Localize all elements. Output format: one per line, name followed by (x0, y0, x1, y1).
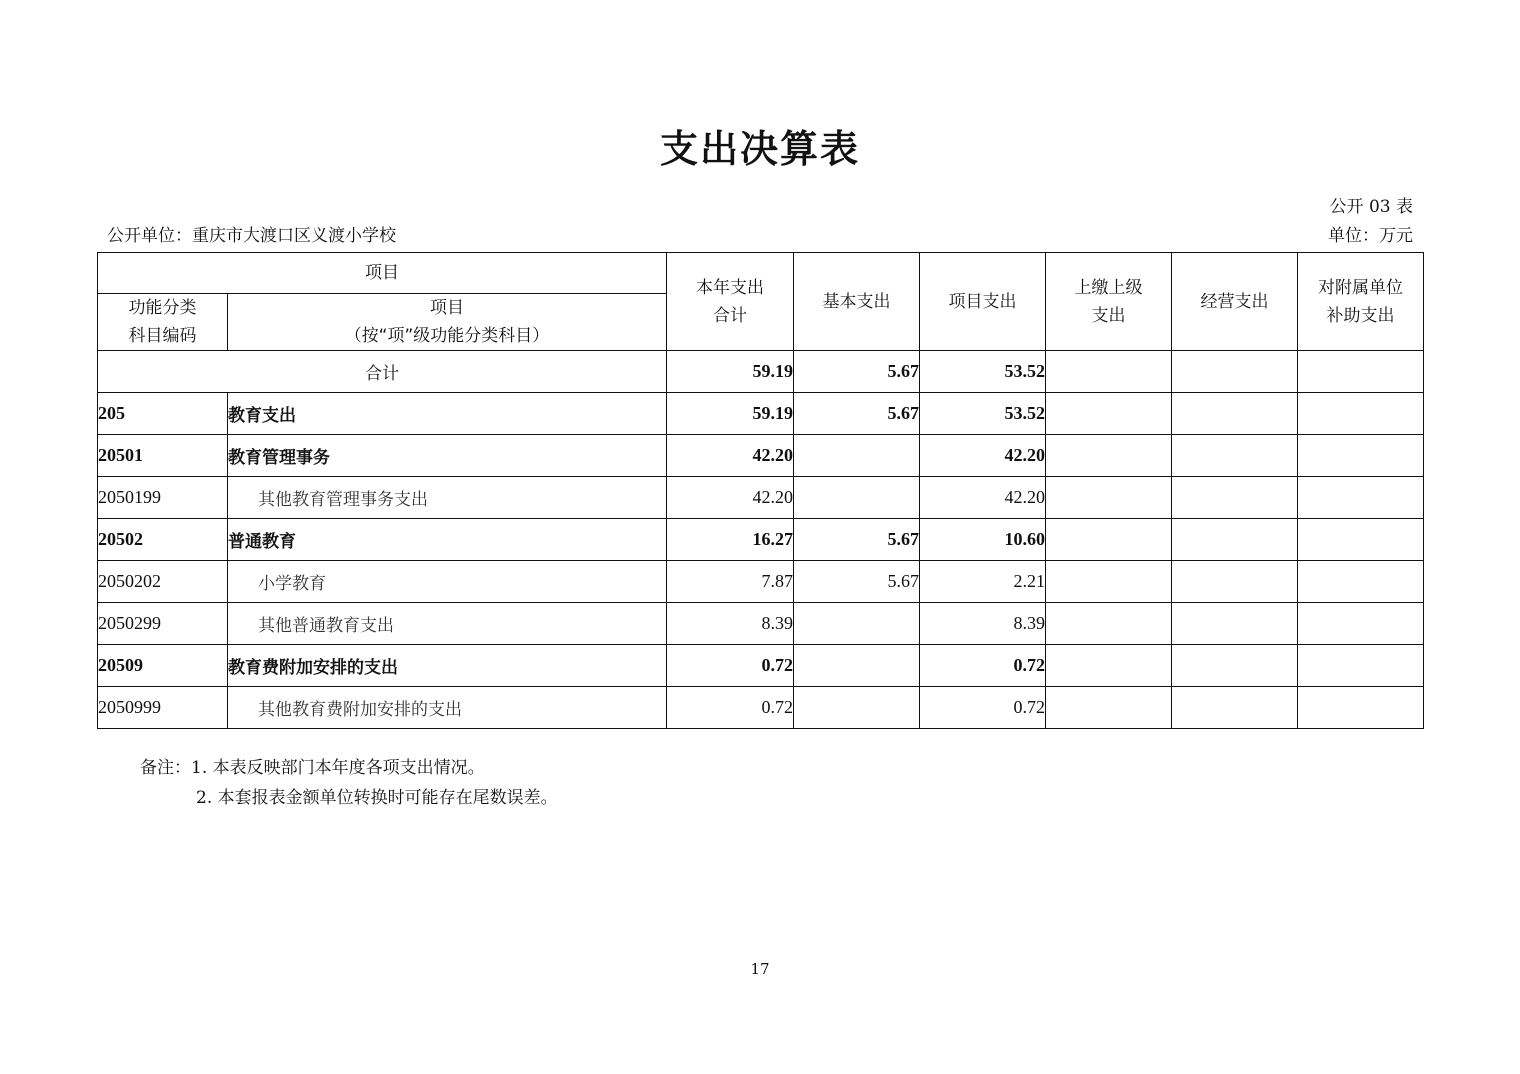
row-total: 59.19 (667, 393, 794, 435)
row-upper (1046, 435, 1172, 477)
total-subsidy (1298, 351, 1424, 393)
row-upper (1046, 645, 1172, 687)
row-basic (794, 687, 920, 729)
form-number: 公开 03 表 (1329, 197, 1413, 217)
row-total: 42.20 (667, 477, 794, 519)
row-name: 其他教育费附加安排的支出 (228, 687, 667, 729)
table-row (98, 393, 1424, 435)
row-name: 教育管理事务 (228, 435, 667, 477)
header-code-line1: 功能分类 (128, 298, 197, 318)
row-basic (794, 435, 920, 477)
row-project: 10.60 (920, 519, 1046, 561)
row-code: 2050202 (98, 561, 228, 603)
row-code: 20509 (98, 645, 228, 687)
row-name: 普通教育 (228, 519, 667, 561)
row-name: 教育支出 (228, 393, 667, 435)
row-upper (1046, 561, 1172, 603)
row-subsidy (1298, 435, 1424, 477)
row-name: 其他教育管理事务支出 (228, 477, 667, 519)
table-row (98, 687, 1424, 729)
row-code: 2050199 (98, 477, 228, 519)
row-subsidy (1298, 393, 1424, 435)
total-project: 53.52 (920, 351, 1046, 393)
header-total-line1: 本年支出 (696, 277, 764, 298)
header-total (667, 253, 794, 351)
header-upper-line1: 上缴上级 (1074, 277, 1143, 298)
note-line-2: 2. 本套报表金额单位转换时可能存在尾数误差。 (196, 788, 558, 808)
row-total: 42.20 (667, 435, 794, 477)
header-subsidy-line1: 对附属单位 (1318, 277, 1403, 298)
row-business (1172, 477, 1298, 519)
row-basic: 5.67 (794, 519, 920, 561)
row-basic (794, 645, 920, 687)
header-total-line2: 合计 (713, 305, 747, 326)
table-row (98, 603, 1424, 645)
header-upper (1046, 253, 1172, 351)
row-name: 教育费附加安排的支出 (228, 645, 667, 687)
row-business (1172, 393, 1298, 435)
header-item (228, 294, 667, 351)
total-row (98, 351, 1424, 393)
table-row (98, 561, 1424, 603)
currency-unit: 单位：万元 (1328, 226, 1413, 246)
row-code: 2050299 (98, 603, 228, 645)
row-name: 小学教育 (228, 561, 667, 603)
header-subsidy-line2: 补助支出 (1326, 305, 1395, 326)
row-project: 53.52 (920, 393, 1046, 435)
row-total: 16.27 (667, 519, 794, 561)
row-code: 20502 (98, 519, 228, 561)
row-upper (1046, 519, 1172, 561)
table-row (98, 435, 1424, 477)
row-subsidy (1298, 687, 1424, 729)
total-label: 合计 (98, 351, 667, 393)
row-upper (1046, 687, 1172, 729)
row-code: 205 (98, 393, 228, 435)
note-line-1: 备注：1. 本表反映部门本年度各项支出情况。 (140, 758, 485, 778)
row-total: 0.72 (667, 687, 794, 729)
table-row (98, 645, 1424, 687)
header-row-1 (98, 253, 1424, 294)
row-business (1172, 687, 1298, 729)
row-business (1172, 519, 1298, 561)
row-project: 2.21 (920, 561, 1046, 603)
expenditure-table (97, 252, 1424, 729)
header-upper-line2: 支出 (1091, 305, 1126, 326)
table-row (98, 519, 1424, 561)
row-upper (1046, 603, 1172, 645)
page-number: 17 (750, 960, 770, 978)
header-subsidy (1298, 253, 1424, 351)
row-upper (1046, 477, 1172, 519)
reporting-unit: 公开单位：重庆市大渡口区义渡小学校 (107, 226, 396, 246)
header-code (98, 294, 228, 351)
notes (140, 753, 558, 813)
row-code: 2050999 (98, 687, 228, 729)
page-title: 支出决算表 (659, 127, 860, 171)
row-basic (794, 603, 920, 645)
row-basic: 5.67 (794, 393, 920, 435)
row-project: 8.39 (920, 603, 1046, 645)
row-business (1172, 435, 1298, 477)
row-project: 0.72 (920, 645, 1046, 687)
header-item-line1: 项目 (430, 298, 464, 318)
row-total: 8.39 (667, 603, 794, 645)
total-amount: 59.19 (667, 351, 794, 393)
header-basic: 基本支出 (794, 253, 920, 351)
row-business (1172, 645, 1298, 687)
row-subsidy (1298, 477, 1424, 519)
row-subsidy (1298, 645, 1424, 687)
total-business (1172, 351, 1298, 393)
header-item-line2: （按“项”级功能分类科目） (344, 326, 550, 346)
header-business: 经营支出 (1172, 253, 1298, 351)
row-subsidy (1298, 519, 1424, 561)
header-project: 项目支出 (920, 253, 1046, 351)
row-subsidy (1298, 561, 1424, 603)
row-subsidy (1298, 603, 1424, 645)
row-code: 20501 (98, 435, 228, 477)
row-business (1172, 603, 1298, 645)
row-upper (1046, 393, 1172, 435)
row-basic (794, 477, 920, 519)
table-row (98, 477, 1424, 519)
row-project: 42.20 (920, 435, 1046, 477)
row-business (1172, 561, 1298, 603)
total-basic: 5.67 (794, 351, 920, 393)
row-project: 0.72 (920, 687, 1046, 729)
row-total: 0.72 (667, 645, 794, 687)
row-total: 7.87 (667, 561, 794, 603)
row-project: 42.20 (920, 477, 1046, 519)
row-name: 其他普通教育支出 (228, 603, 667, 645)
total-upper (1046, 351, 1172, 393)
header-item-group: 项目 (98, 253, 667, 294)
header-code-line2: 科目编码 (128, 326, 197, 346)
row-basic: 5.67 (794, 561, 920, 603)
